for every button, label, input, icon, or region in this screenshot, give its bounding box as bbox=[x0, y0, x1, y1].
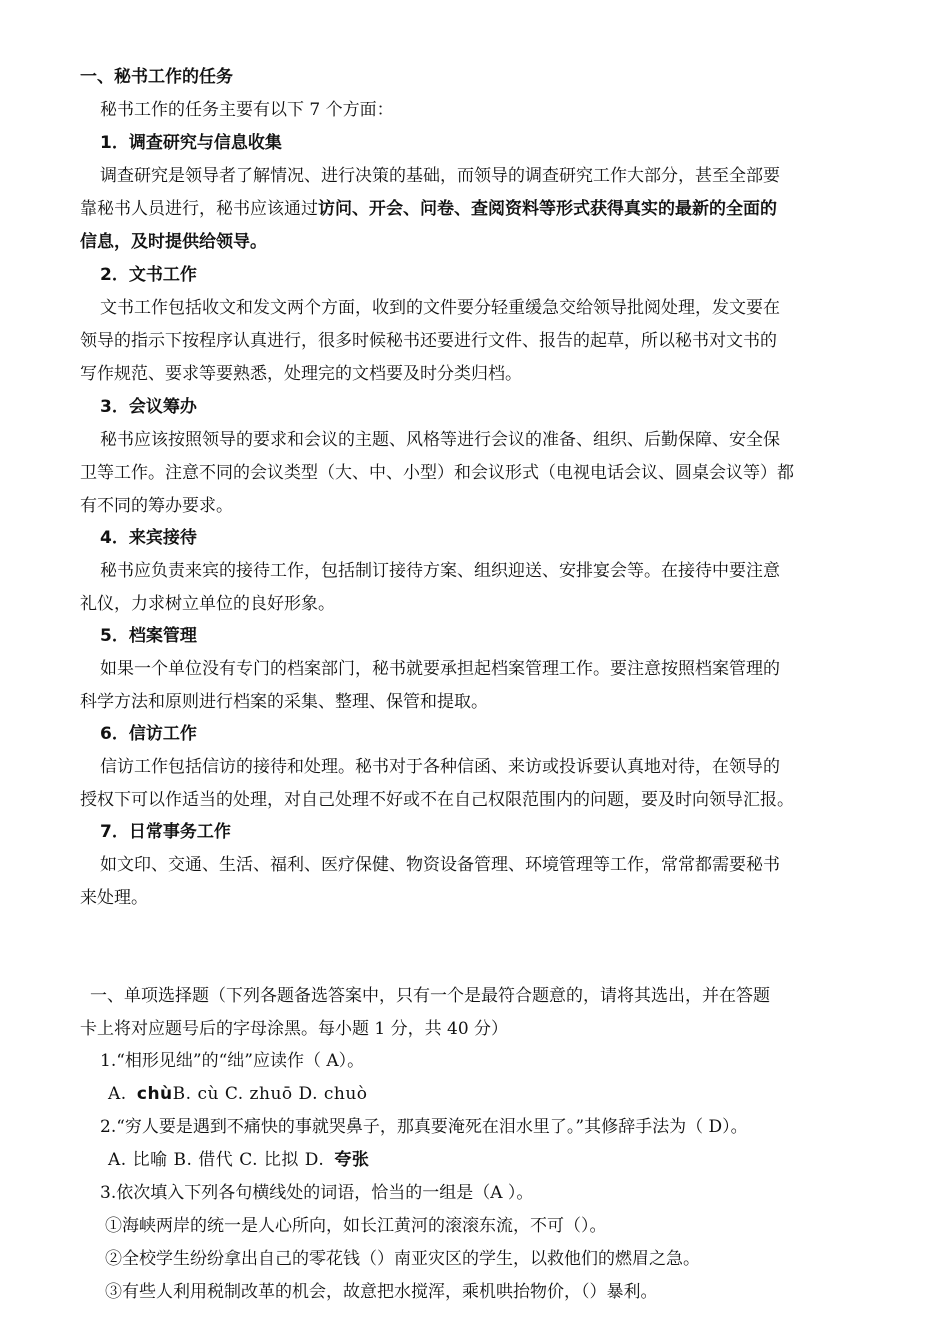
item-5-line-1: 如果一个单位没有专门的档案部门，秘书就要承担起档案管理工作。要注意按照档案管理的 bbox=[100, 659, 780, 679]
question-1-stem: 1.“相形见绌”的“绌”应读作（ A）。 bbox=[100, 1051, 365, 1071]
item-3-line-2: 卫等工作。注意不同的会议类型（大、中、小型）和会议形式（电视电话会议、圆桌会议等）都 bbox=[80, 463, 794, 483]
item-4-line-1: 秘书应负责来宾的接待工作，包括制订接待方案、组织迎送、安排宴会等。在接待中要注意 bbox=[100, 561, 780, 581]
item-7-line-1: 如文印、交通、生活、福利、医疗保健、物资设备管理、环境管理等工作，常常都需要秘书 bbox=[100, 855, 780, 875]
item-heading-7: 7．日常事务工作 bbox=[100, 822, 231, 842]
question-2-options bbox=[108, 1149, 369, 1171]
option-a-answer: chù bbox=[136, 1084, 173, 1104]
item-2-line-3: 写作规范、要求等要熟悉，处理完的文档要及时分类归档。 bbox=[80, 364, 522, 384]
options-rest: B. cù C. zhuō D. chuò bbox=[172, 1084, 368, 1104]
item-heading-3: 3．会议筹办 bbox=[100, 397, 197, 417]
section-intro: 秘书工作的任务主要有以下 7 个方面： bbox=[100, 100, 394, 120]
question-1-options bbox=[108, 1083, 368, 1105]
item-1-line-1: 调查研究是领导者了解情况、进行决策的基础，而领导的调查研究工作大部分，甚至全部要 bbox=[100, 166, 780, 186]
quiz-title-line-2: 卡上将对应题号后的字母涂黑。每小题 1 分，共 40 分） bbox=[80, 1019, 509, 1039]
item-6-line-1: 信访工作包括信访的接待和处理。秘书对于各种信函、来访或投诉要认真地对待，在领导的 bbox=[100, 757, 780, 777]
item-1-line-2-regular: 靠秘书人员进行，秘书应该通过 bbox=[80, 199, 318, 219]
option-a-label: A. bbox=[108, 1084, 127, 1104]
item-6-line-2: 授权下可以作适当的处理，对自己处理不好或不在自己权限范围内的问题，要及时向领导汇报。 bbox=[80, 790, 794, 810]
item-1-line-2 bbox=[80, 198, 777, 220]
item-2-line-2: 领导的指示下按程序认真进行，很多时候秘书还要进行文件、报告的起草，所以秘书对文书的 bbox=[80, 331, 777, 351]
options-abc: A. 比喻 B. 借代 C. 比拟 D. bbox=[108, 1150, 325, 1170]
question-2-stem: 2.“穷人要是遇到不痛快的事就哭鼻子，那真要淹死在泪水里了。”其修辞手法为（ D）。 bbox=[100, 1117, 748, 1137]
item-1-line-2-bold: 访问、开会、问卷、查阅资料等形式获得真实的最新的全面的 bbox=[318, 199, 777, 219]
item-4-line-2: 礼仪，力求树立单位的良好形象。 bbox=[80, 594, 335, 614]
quiz-title-line-1: 一、单项选择题（下列各题备选答案中，只有一个是最符合题意的，请将其选出，并在答题 bbox=[90, 986, 770, 1006]
question-3-sub-2: ②全校学生纷纷拿出自己的零花钱（）南亚灾区的学生，以救他们的燃眉之急。 bbox=[105, 1249, 700, 1269]
item-heading-2: 2．文书工作 bbox=[100, 265, 197, 285]
question-3-sub-3: ③有些人利用税制改革的机会，故意把水搅浑，乘机哄抬物价，（）暴利。 bbox=[105, 1282, 658, 1302]
item-5-line-2: 科学方法和原则进行档案的采集、整理、保管和提取。 bbox=[80, 692, 488, 712]
item-3-line-3: 有不同的筹办要求。 bbox=[80, 496, 233, 516]
question-3-stem: 3.依次填入下列各句横线处的词语，恰当的一组是（A ）。 bbox=[100, 1183, 534, 1203]
item-1-line-3: 信息，及时提供给领导。 bbox=[80, 232, 267, 252]
item-heading-5: 5．档案管理 bbox=[100, 626, 197, 646]
item-heading-4: 4．来宾接待 bbox=[100, 528, 197, 548]
item-2-line-1: 文书工作包括收文和发文两个方面，收到的文件要分轻重缓急交给领导批阅处理，发文要在 bbox=[100, 298, 780, 318]
item-3-line-1: 秘书应该按照领导的要求和会议的主题、风格等进行会议的准备、组织、后勤保障、安全保 bbox=[100, 430, 780, 450]
item-heading-1: 1．调查研究与信息收集 bbox=[100, 133, 282, 153]
question-3-sub-1: ①海峡两岸的统一是人心所向，如长江黄河的滚滚东流，不可（）。 bbox=[105, 1216, 607, 1236]
item-7-line-2: 来处理。 bbox=[80, 888, 148, 908]
option-d-answer: 夸张 bbox=[334, 1150, 370, 1170]
item-heading-6: 6．信访工作 bbox=[100, 724, 197, 744]
section-title: 一、秘书工作的任务 bbox=[80, 67, 233, 87]
